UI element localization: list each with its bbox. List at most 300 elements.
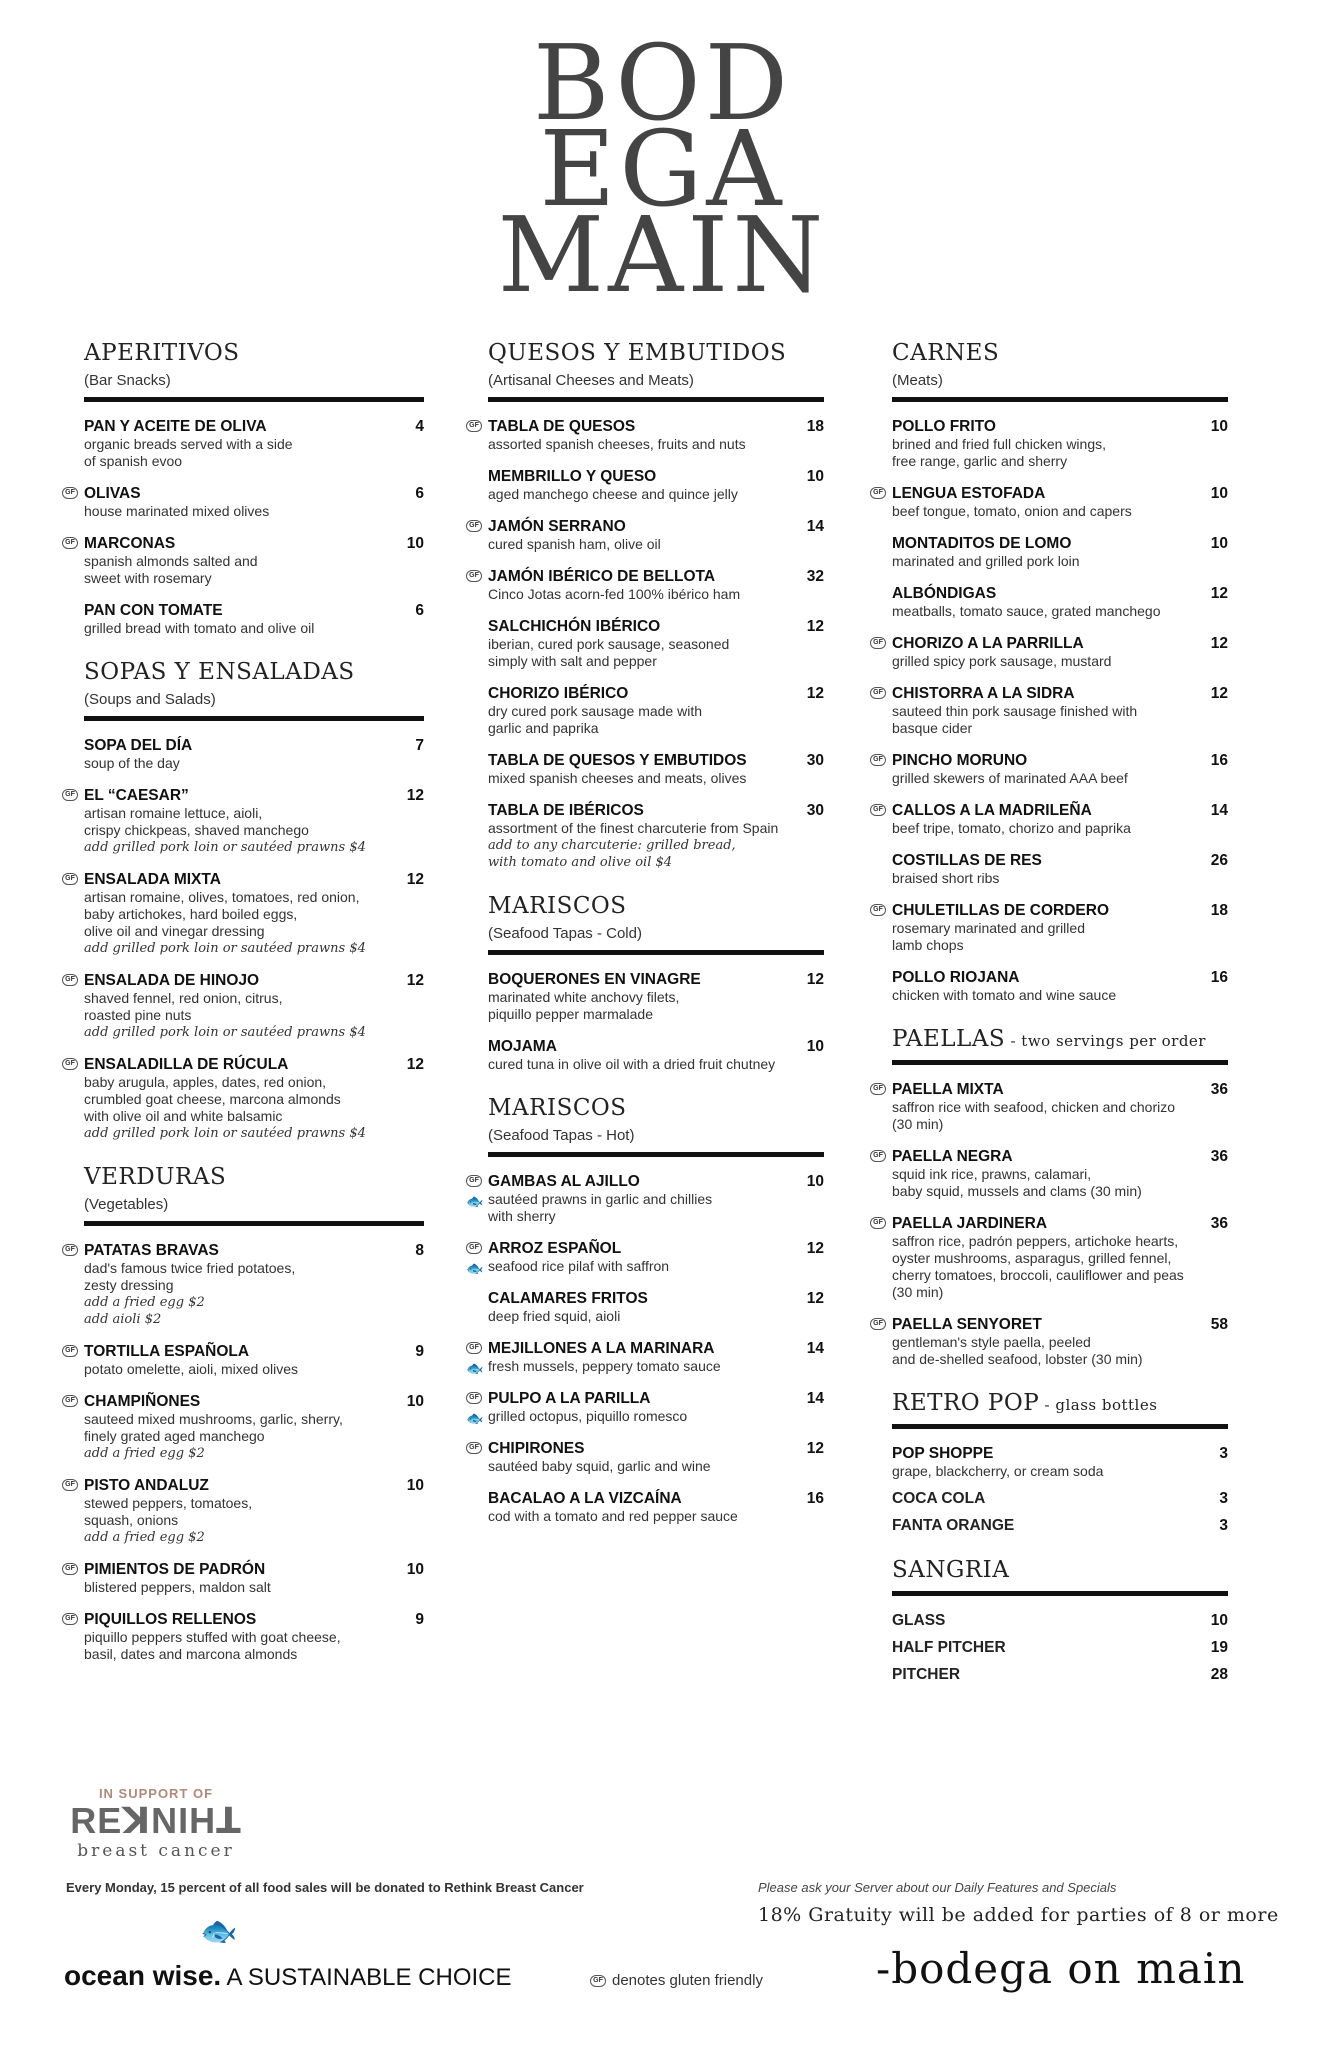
item-desc: basil, dates and marcona almonds — [84, 1646, 298, 1662]
menu-item — [873, 635, 1228, 670]
section-title — [488, 340, 824, 366]
ocean-wise-fish-icon: 🐟 — [200, 1915, 238, 1948]
item-desc: with sherry — [488, 1208, 556, 1224]
item-desc: squid ink rice, prawns, calamari, — [892, 1166, 1092, 1182]
item-desc: seafood rice pilaf with saffron — [488, 1258, 670, 1274]
item-desc: crumbled goat cheese, marcona almonds — [84, 1091, 341, 1107]
item-desc: artisan romaine lettuce, aioli, — [84, 805, 263, 821]
item-price: 36 — [1210, 1081, 1228, 1098]
item-name: CHORIZO IBÉRICO — [488, 685, 629, 702]
section-subtitle: (Meats) — [892, 372, 943, 389]
gluten-free-icon: GF — [870, 487, 886, 499]
item-desc: gentleman's style paella, peeled — [892, 1334, 1091, 1350]
item-price: 18 — [806, 418, 824, 435]
item-desc: zesty dressing — [84, 1277, 174, 1293]
section-subtitle: (Vegetables) — [84, 1196, 169, 1213]
menu-item — [873, 1215, 1228, 1301]
item-price: 18 — [1210, 902, 1228, 919]
item-desc: baby artichokes, hard boiled eggs, — [84, 906, 298, 922]
item-price: 26 — [1210, 852, 1228, 869]
item-price: 16 — [1210, 752, 1228, 769]
item-desc: grilled skewers of marinated AAA beef — [892, 770, 1128, 786]
item-price: 12 — [806, 1240, 824, 1257]
item-desc: piquillo peppers stuffed with goat cheese, — [84, 1629, 341, 1645]
item-price: 36 — [1210, 1215, 1228, 1232]
gluten-free-icon: GF — [62, 1345, 78, 1357]
menu-section — [469, 340, 824, 871]
item-name: ALBÓNDIGAS — [892, 585, 997, 602]
item-desc: olive oil and vinegar dressing — [84, 923, 265, 939]
gluten-free-icon: GF — [466, 1442, 482, 1454]
item-desc: free range, garlic and sherry — [892, 453, 1068, 469]
gluten-free-icon: GF — [870, 1318, 886, 1330]
retro-pop-section — [892, 1390, 1228, 1535]
item-desc: finely grated aged manchego — [84, 1428, 265, 1444]
item-name: PATATAS BRAVAS — [84, 1242, 219, 1259]
gluten-free-icon: GF — [62, 1563, 78, 1575]
item-name: ENSALADA MIXTA — [84, 871, 221, 888]
menu-item — [873, 802, 1228, 837]
item-desc: of spanish evoo — [84, 453, 183, 469]
item-price: 9 — [415, 1611, 424, 1628]
section-title — [892, 340, 1228, 366]
item-desc: and de-shelled seafood, lobster (30 min) — [892, 1351, 1143, 1367]
item-name: PISTO ANDALUZ — [84, 1477, 209, 1494]
item-price: 10 — [406, 535, 424, 552]
item-name: POLLO FRITO — [892, 418, 996, 435]
section-rule — [892, 1591, 1228, 1596]
item-desc: shaved fennel, red onion, citrus, — [84, 990, 283, 1006]
item-desc: oyster mushrooms, asparagus, grilled fennel, — [892, 1250, 1172, 1266]
menu-item — [488, 971, 824, 1023]
menu-item — [873, 752, 1228, 787]
item-name: PAELLA NEGRA — [892, 1148, 1013, 1165]
menu-item — [892, 852, 1228, 887]
item-desc: assortment of the finest charcuterie from Spain — [488, 820, 779, 836]
drink-row: COCA COLA 3 — [892, 1490, 1228, 1507]
gluten-free-icon: GF — [870, 1217, 886, 1229]
item-desc: marinated and grilled pork loin — [892, 553, 1080, 569]
gluten-free-icon: GF — [870, 754, 886, 766]
item-desc: grilled bread with tomato and olive oil — [84, 620, 315, 636]
item-name: CHORIZO A LA PARRILLA — [892, 635, 1084, 652]
item-price: 12 — [406, 871, 424, 888]
gluten-free-icon: GF — [62, 487, 78, 499]
item-desc: sweet with rosemary — [84, 570, 212, 586]
section-title-text: MARISCOS — [488, 1095, 627, 1121]
drink-row: PITCHER 28 — [892, 1666, 1228, 1683]
item-name: BACALAO A LA VIZCAÍNA — [488, 1490, 682, 1507]
item-desc: braised short ribs — [892, 870, 1000, 886]
item-price: 14 — [806, 1340, 824, 1357]
logo-line-2: EGA — [539, 108, 786, 230]
item-price: 12 — [406, 972, 424, 989]
item-desc: simply with salt and pepper — [488, 653, 657, 669]
item-name: TORTILLA ESPAÑOLA — [84, 1343, 250, 1360]
item-desc: sauteed mixed mushrooms, garlic, sherry, — [84, 1411, 343, 1427]
section-note: - two servings per order — [1005, 1032, 1206, 1050]
menu-item — [65, 1393, 424, 1462]
item-addon: add aioli $2 — [84, 1312, 162, 1327]
item-desc: sauteed thin pork sausage finished with — [892, 703, 1138, 719]
menu-item — [892, 969, 1228, 1004]
item-desc: meatballs, tomato sauce, grated manchego — [892, 603, 1161, 619]
ocean-wise-icon: 🐟 — [466, 1260, 484, 1276]
item-desc: dry cured pork sausage made with — [488, 703, 702, 719]
item-name: GAMBAS AL AJILLO — [488, 1173, 640, 1190]
item-desc: beef tongue, tomato, onion and capers — [892, 503, 1132, 519]
section-title-text: PAELLAS — [892, 1026, 1006, 1052]
item-desc: mixed spanish cheeses and meats, olives — [488, 770, 747, 786]
column-3-sections — [873, 340, 1228, 1368]
gluten-free-icon: GF — [466, 1175, 482, 1187]
menu-item — [892, 535, 1228, 570]
item-price: 10 — [806, 1038, 824, 1055]
menu-section — [873, 1026, 1228, 1368]
item-desc: assorted spanish cheeses, fruits and nuts — [488, 436, 746, 452]
item-addon: add a fried egg $2 — [84, 1530, 205, 1545]
gluten-free-icon: GF — [870, 804, 886, 816]
item-name: MOJAMA — [488, 1038, 557, 1055]
menu-column-1 — [65, 340, 424, 1685]
menu-item — [488, 468, 824, 503]
menu-item — [873, 485, 1228, 520]
item-price: 8 — [415, 1242, 424, 1259]
item-price: 12 — [806, 971, 824, 988]
item-name: MEJILLONES A LA MARINARA — [488, 1340, 715, 1357]
item-name: LENGUA ESTOFADA — [892, 485, 1046, 502]
item-desc: squash, onions — [84, 1512, 179, 1528]
ocean-wise-icon: 🐟 — [466, 1360, 484, 1376]
item-desc: baby arugula, apples, dates, red onion, — [84, 1074, 327, 1090]
item-name: COSTILLAS DE RES — [892, 852, 1042, 869]
gluten-free-icon: GF — [466, 1392, 482, 1404]
menu-item — [65, 787, 424, 856]
logo-line-1: BOD — [533, 22, 792, 144]
rethink-logo — [66, 1786, 246, 1861]
item-price: 12 — [1210, 635, 1228, 652]
drink-row: GLASS 10 — [892, 1612, 1228, 1629]
item-desc: brined and fried full chicken wings, — [892, 436, 1107, 452]
section-rule — [488, 950, 824, 955]
menu-item — [65, 1477, 424, 1546]
menu-section — [65, 659, 424, 1142]
section-rule — [488, 397, 824, 402]
item-price: 30 — [806, 802, 824, 819]
menu-item — [65, 972, 424, 1041]
item-price: 10 — [806, 468, 824, 485]
item-addon: add a fried egg $2 — [84, 1446, 205, 1461]
item-desc: aged manchego cheese and quince jelly — [488, 486, 738, 502]
menu-item — [873, 1148, 1228, 1200]
item-price: 14 — [806, 1390, 824, 1407]
item-desc: baby squid, mussels and clams (30 min) — [892, 1183, 1142, 1199]
item-price: 30 — [806, 752, 824, 769]
logo-line-3: MAIN — [497, 194, 828, 316]
item-price: 36 — [1210, 1148, 1228, 1165]
section-title-text: QUESOS Y EMBUTIDOS — [488, 340, 787, 366]
section-title-text: SOPAS Y ENSALADAS — [84, 659, 355, 685]
gluten-free-icon: GF — [466, 570, 482, 582]
item-desc: artisan romaine, olives, tomatoes, red onion, — [84, 889, 360, 905]
menu-item — [469, 518, 824, 553]
section-subtitle: (Seafood Tapas - Cold) — [488, 925, 642, 942]
item-name: CHAMPIÑONES — [84, 1393, 201, 1410]
section-title — [488, 893, 824, 919]
item-price: 6 — [415, 485, 424, 502]
rethink-wordmark: REꓘNIHꓕ — [70, 1800, 242, 1841]
item-desc: lamb chops — [892, 937, 964, 953]
menu-item — [873, 1316, 1228, 1368]
menu-item — [65, 485, 424, 520]
item-name: OLIVAS — [84, 485, 141, 502]
gluten-free-icon: GF — [466, 520, 482, 532]
menu-section — [466, 1095, 824, 1525]
item-price: 14 — [806, 518, 824, 535]
gluten-free-icon: GF — [62, 1244, 78, 1256]
item-desc: house marinated mixed olives — [84, 503, 270, 519]
menu-item — [488, 1490, 824, 1525]
item-price: 10 — [406, 1561, 424, 1578]
menu-item — [65, 1056, 424, 1142]
menu-item — [65, 871, 424, 957]
item-price: 12 — [806, 685, 824, 702]
menu-item — [873, 1081, 1228, 1133]
menu-section — [65, 340, 424, 637]
item-addon: add to any charcuterie: grilled bread, — [488, 838, 736, 853]
gluten-free-icon: GF — [870, 687, 886, 699]
gluten-free-icon: GF — [62, 789, 78, 801]
gluten-free-icon: GF — [590, 1975, 606, 1987]
menu-item — [65, 535, 424, 587]
item-price: 6 — [415, 602, 424, 619]
item-addon: add grilled pork loin or sautéed prawns $4 — [84, 840, 366, 855]
item-desc: deep fried squid, aioli — [488, 1308, 621, 1324]
item-desc: dad's famous twice fried potatoes, — [84, 1260, 296, 1276]
item-desc: garlic and paprika — [488, 720, 599, 736]
menu-column-3 — [873, 340, 1228, 1706]
item-addon: add grilled pork loin or sautéed prawns $4 — [84, 941, 366, 956]
item-desc: chicken with tomato and wine sauce — [892, 987, 1117, 1003]
section-title-text: VERDURAS — [84, 1164, 227, 1190]
donation-note: Every Monday, 15 percent of all food sales will be donated to Rethink Breast Cancer — [66, 1880, 584, 1895]
menu-item — [65, 1561, 424, 1596]
item-name: ENSALADILLA DE RÚCULA — [84, 1056, 289, 1073]
menu-item — [488, 618, 824, 670]
item-name: CALLOS A LA MADRILEÑA — [892, 802, 1092, 819]
item-name: TABLA DE IBÉRICOS — [488, 802, 644, 819]
item-name: MONTADITOS DE LOMO — [892, 535, 1072, 552]
item-price: 58 — [1210, 1316, 1228, 1333]
menu-item — [873, 902, 1228, 954]
item-desc: soup of the day — [84, 755, 180, 771]
item-desc: potato omelette, aioli, mixed olives — [84, 1361, 298, 1377]
section-title-text: APERITIVOS — [84, 340, 240, 366]
item-desc: spanish almonds salted and — [84, 553, 258, 569]
section-title — [892, 1026, 1228, 1052]
gluten-free-icon: GF — [870, 904, 886, 916]
item-price: 12 — [1210, 585, 1228, 602]
section-subtitle: (Soups and Salads) — [84, 691, 216, 708]
item-name: CHULETILLAS DE CORDERO — [892, 902, 1109, 919]
drink-row: FANTA ORANGE 3 — [892, 1517, 1228, 1534]
item-price: 4 — [415, 418, 424, 435]
item-price: 16 — [806, 1490, 824, 1507]
menu-item — [84, 418, 424, 470]
gluten-free-icon: GF — [466, 420, 482, 432]
item-desc: sautéed baby squid, garlic and wine — [488, 1458, 711, 1474]
item-desc: sautéed prawns in garlic and chillies — [488, 1191, 713, 1207]
menu-section — [65, 1164, 424, 1663]
ocean-wise-logo: ocean wise. A SUSTAINABLE CHOICE — [64, 1960, 512, 1991]
item-name: MEMBRILLO Y QUESO — [488, 468, 657, 485]
menu-item — [65, 1343, 424, 1378]
item-name: PAN CON TOMATE — [84, 602, 223, 619]
section-subtitle: (Artisanal Cheeses and Meats) — [488, 372, 694, 389]
item-desc: Cinco Jotas acorn-fed 100% ibérico ham — [488, 586, 741, 602]
item-name: PINCHO MORUNO — [892, 752, 1028, 769]
item-name: EL “CAESAR” — [84, 787, 189, 804]
menu-item — [65, 1611, 424, 1663]
gluten-free-icon: GF — [62, 1613, 78, 1625]
menu-item — [892, 585, 1228, 620]
gluten-free-icon: GF — [62, 1058, 78, 1070]
item-price: 10 — [1210, 418, 1228, 435]
item-price: 3 — [1219, 1445, 1228, 1462]
menu-item — [873, 685, 1228, 737]
item-price: 10 — [1210, 485, 1228, 502]
drink-row: HALF PITCHER 19 — [892, 1639, 1228, 1656]
item-name: POP SHOPPE — [892, 1445, 994, 1462]
item-name: CHIPIRONES — [488, 1440, 585, 1457]
item-desc: cured tuna in olive oil with a dried fruit chutney — [488, 1056, 776, 1072]
menu-column-2 — [466, 340, 824, 1547]
gluten-free-icon: GF — [870, 637, 886, 649]
item-desc: grape, blackcherry, or cream soda — [892, 1463, 1104, 1479]
gratuity-note: 18% Gratuity will be added for parties of 8 or more — [758, 1904, 1279, 1926]
gluten-free-icon: GF — [62, 873, 78, 885]
support-label: IN SUPPORT OF — [98, 1786, 214, 1801]
item-desc: with olive oil and white balsamic — [84, 1108, 283, 1124]
item-addon: add a fried egg $2 — [84, 1295, 205, 1310]
gluten-free-icon: GF — [62, 1479, 78, 1491]
logo — [0, 22, 1325, 316]
menu-item-pop-shoppe — [892, 1445, 1228, 1480]
section-rule — [84, 1221, 424, 1226]
section-title — [84, 1164, 424, 1190]
item-name: POLLO RIOJANA — [892, 969, 1020, 986]
ocean-wise-icon: 🐟 — [466, 1410, 484, 1426]
item-name: SOPA DEL DÍA — [84, 737, 193, 754]
item-desc: saffron rice with seafood, chicken and chorizo (30 min) — [892, 1099, 1176, 1132]
item-desc: organic breads served with a side — [84, 436, 293, 452]
menu-item — [488, 802, 824, 871]
menu-item — [84, 737, 424, 772]
item-name: ARROZ ESPAÑOL — [488, 1240, 622, 1257]
item-price: 12 — [406, 787, 424, 804]
item-name: JAMÓN IBÉRICO DE BELLOTA — [488, 568, 716, 585]
menu-item — [488, 1038, 824, 1073]
item-price: 12 — [806, 1290, 824, 1307]
section-rule — [892, 1424, 1228, 1429]
item-name: CALAMARES FRITOS — [488, 1290, 648, 1307]
item-price: 16 — [1210, 969, 1228, 986]
item-addon: add grilled pork loin or sautéed prawns $4 — [84, 1126, 366, 1141]
item-price: 12 — [406, 1056, 424, 1073]
menu-item — [466, 1173, 824, 1225]
menu-section — [873, 340, 1228, 1004]
gluten-free-icon: GF — [870, 1150, 886, 1162]
item-addon: with tomato and olive oil $4 — [488, 855, 673, 870]
item-desc: saffron rice, padrón peppers, artichoke hearts, — [892, 1233, 1179, 1249]
section-title-text: MARISCOS — [488, 893, 627, 919]
menu-item — [488, 752, 824, 787]
item-price: 10 — [406, 1477, 424, 1494]
menu-item — [469, 568, 824, 603]
section-title — [84, 340, 424, 366]
item-name: ENSALADA DE HINOJO — [84, 972, 260, 989]
item-desc: roasted pine nuts — [84, 1007, 192, 1023]
item-price: 10 — [406, 1393, 424, 1410]
item-desc: grilled octopus, piquillo romesco — [488, 1408, 688, 1424]
item-desc: iberian, cured pork sausage, seasoned — [488, 636, 730, 652]
item-name: PIQUILLOS RELLENOS — [84, 1611, 257, 1628]
menu-item — [892, 418, 1228, 470]
item-price: 9 — [415, 1343, 424, 1360]
sangria-section — [892, 1557, 1228, 1684]
menu-item — [65, 1242, 424, 1328]
section-rule — [488, 1152, 824, 1157]
gluten-free-icon: GF — [62, 1395, 78, 1407]
item-desc: grilled spicy pork sausage, mustard — [892, 653, 1112, 669]
item-name: CHISTORRA A LA SIDRA — [892, 685, 1075, 702]
item-name: TABLA DE QUESOS Y EMBUTIDOS — [488, 752, 747, 769]
item-desc: cherry tomatoes, broccoli, cauliflower and peas (30 min) — [892, 1267, 1184, 1300]
gluten-free-icon: GF — [62, 974, 78, 986]
gluten-free-icon: GF — [466, 1242, 482, 1254]
menu-item — [84, 602, 424, 637]
menu-item — [469, 1440, 824, 1475]
item-desc: cod with a tomato and red pepper sauce — [488, 1508, 738, 1524]
gf-legend: GF denotes gluten friendly — [590, 1972, 763, 1989]
gluten-free-icon: GF — [62, 537, 78, 549]
item-name: JAMÓN SERRANO — [488, 518, 626, 535]
item-name: PAELLA MIXTA — [892, 1081, 1004, 1098]
section-rule — [892, 1060, 1228, 1065]
section-subtitle: (Seafood Tapas - Hot) — [488, 1127, 635, 1144]
item-name: TABLA DE QUESOS — [488, 418, 636, 435]
specials-note: Please ask your Server about our Daily Features and Specials — [758, 1880, 1117, 1895]
menu-item — [488, 685, 824, 737]
item-name: PAN Y ACEITE DE OLIVA — [84, 418, 267, 435]
menu-item — [469, 418, 824, 453]
item-desc: piquillo pepper marmalade — [488, 1006, 653, 1022]
menu-item — [466, 1390, 824, 1426]
item-name: BOQUERONES EN VINAGRE — [488, 971, 701, 988]
section-title — [84, 659, 424, 685]
item-name: PULPO A LA PARILLA — [488, 1390, 651, 1407]
item-desc: crispy chickpeas, shaved manchego — [84, 822, 309, 838]
item-addon: add grilled pork loin or sautéed prawns $4 — [84, 1025, 366, 1040]
menu-section — [488, 893, 824, 1073]
item-name: MARCONAS — [84, 535, 176, 552]
item-name: PAELLA SENYORET — [892, 1316, 1042, 1333]
section-title-text: CARNES — [892, 340, 1000, 366]
item-price: 32 — [806, 568, 824, 585]
item-desc: fresh mussels, peppery tomato sauce — [488, 1358, 721, 1374]
item-price: 14 — [1210, 802, 1228, 819]
section-title: SANGRIA — [892, 1557, 1010, 1583]
